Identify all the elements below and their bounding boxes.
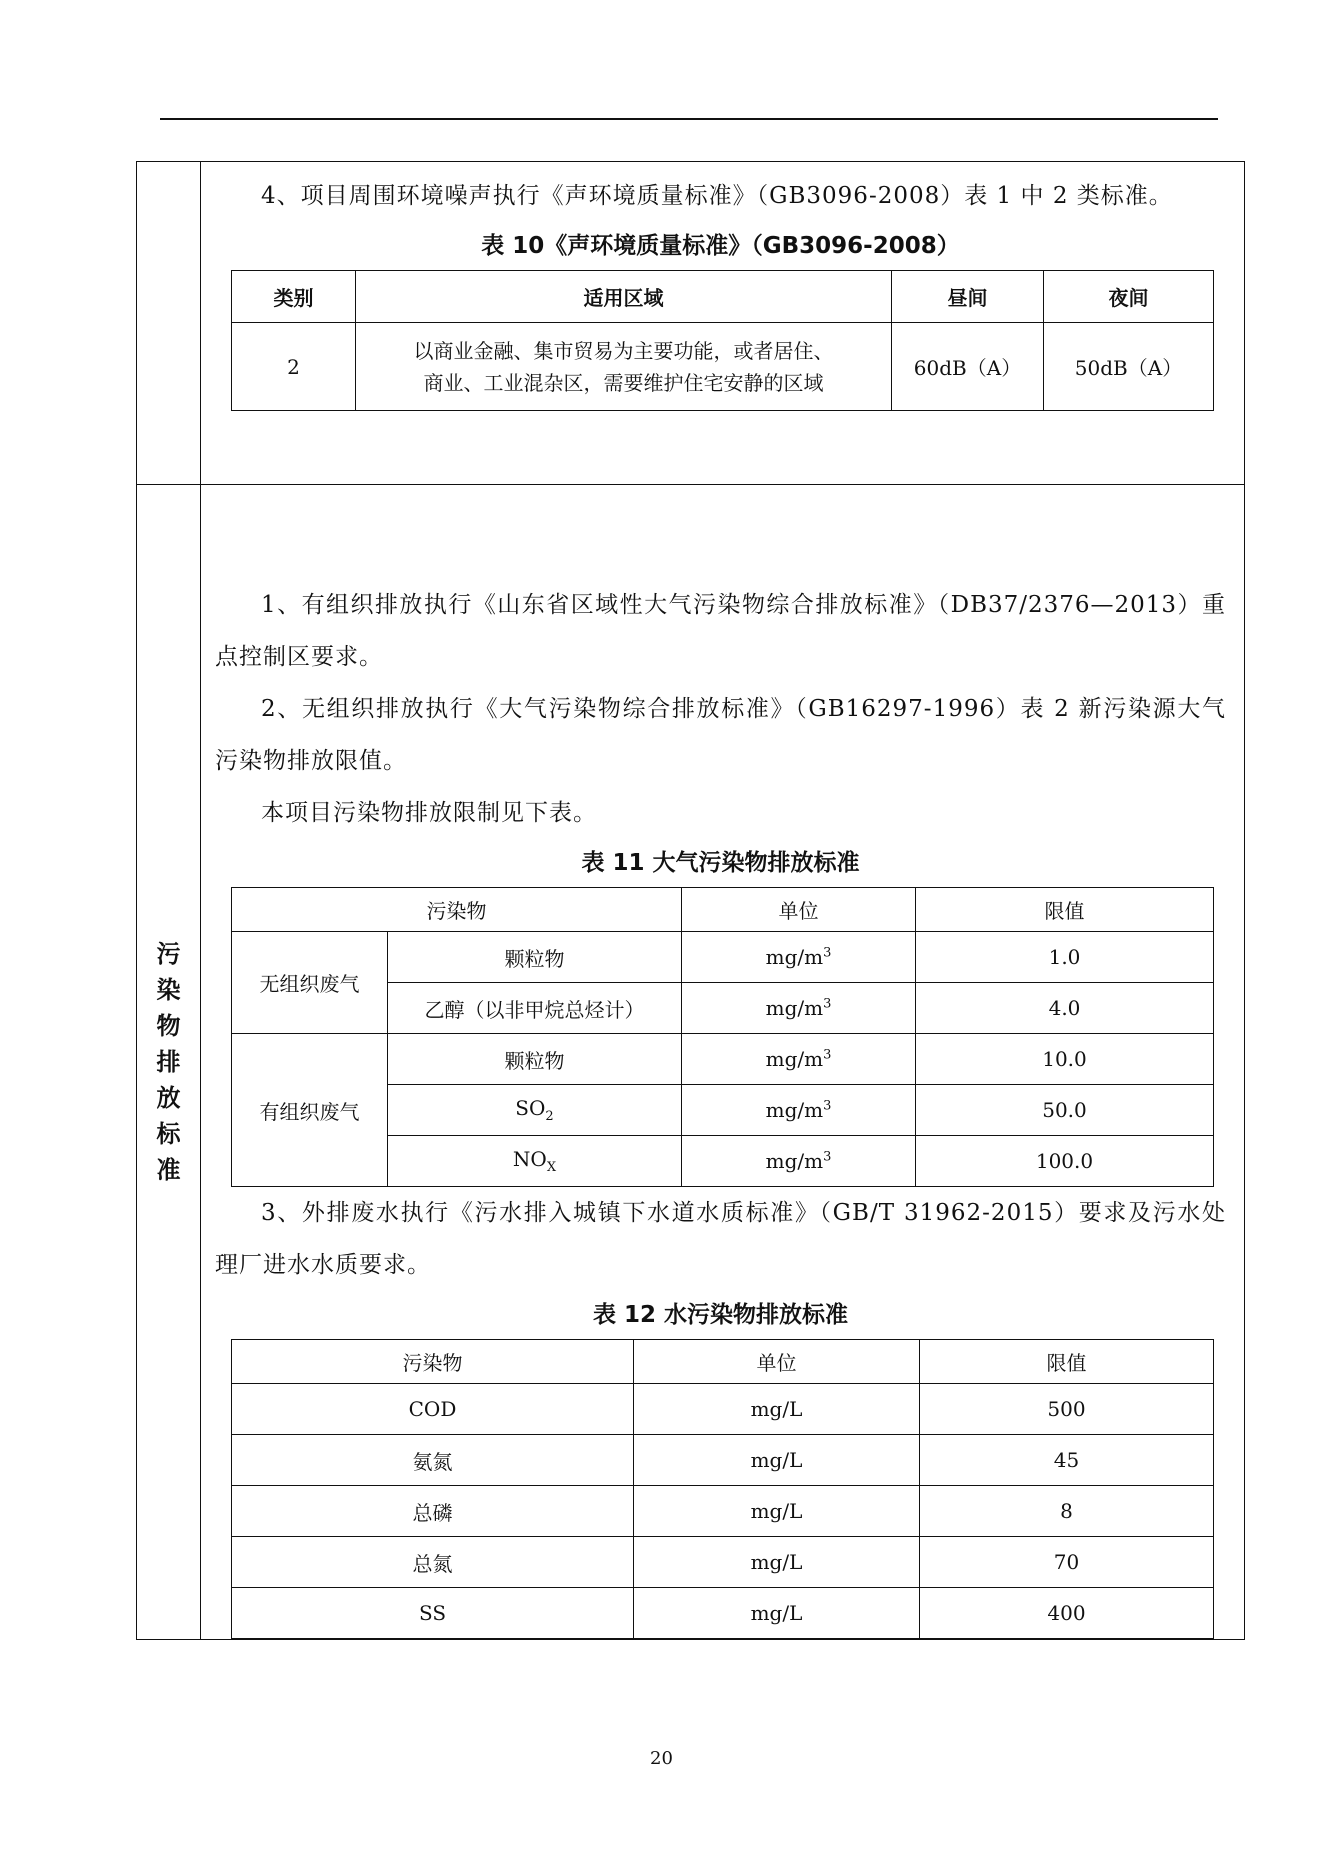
header-night: 夜间 [1044, 271, 1214, 323]
side-char: 标 [156, 1120, 181, 1148]
air-table [231, 887, 1214, 1187]
water-limit: 400 [920, 1588, 1214, 1639]
air-row [232, 932, 1214, 983]
water-pollutant: 总氮 [232, 1537, 634, 1588]
water-row [232, 1537, 1214, 1588]
air-unit: $mg/m^3$ [682, 983, 916, 1034]
air-header-row [232, 888, 1214, 932]
noise-class: 2 [232, 323, 356, 411]
water-limit: 8 [920, 1486, 1214, 1537]
noise-row [137, 162, 1245, 485]
water-limit: 500 [920, 1384, 1214, 1435]
air-pollutant: 颗粒物 [388, 932, 682, 983]
water-header-row [232, 1340, 1214, 1384]
air-limit: 50.0 [916, 1085, 1214, 1136]
air-unit: $mg/m^3$ [682, 1136, 916, 1187]
noise-day: 60dB（A） [892, 323, 1044, 411]
water-header-limit: 限值 [920, 1340, 1214, 1384]
air-header-limit: 限值 [916, 888, 1214, 932]
water-header-unit: 单位 [634, 1340, 920, 1384]
air-row [232, 1034, 1214, 1085]
noise-area-line1: 以商业金融、集市贸易为主要功能，或者居住、 [413, 338, 834, 363]
water-header-pollutant: 污染物 [232, 1340, 634, 1384]
noise-paragraph: 4、项目周围环境噪声执行《声环境质量标准》（GB3096-2008）表 1 中 2 类标准。 [261, 183, 1173, 209]
air-limit: 10.0 [916, 1034, 1214, 1085]
air-table-caption: 表 11 大气污染物排放标准 [581, 850, 860, 876]
water-limit: 45 [920, 1435, 1214, 1486]
noise-table-caption: 表 10《声环境质量标准》（GB3096-2008） [481, 233, 960, 259]
water-pollutant: 总磷 [232, 1486, 634, 1537]
water-pollutant: SS [232, 1588, 634, 1639]
air-pollutant: $SO_2$ [388, 1085, 682, 1136]
water-row [232, 1435, 1214, 1486]
air-pollutant: 颗粒物 [388, 1034, 682, 1085]
air-unit: $mg/m^3$ [682, 932, 916, 983]
water-unit: mg/L [634, 1486, 920, 1537]
noise-side-cell [137, 162, 201, 485]
noise-table [231, 270, 1214, 411]
water-unit: mg/L [634, 1588, 920, 1639]
air-paragraph-1: 1、有组织排放执行《山东省区域性大气污染物综合排放标准》（DB37/2376—2013）重点控制区要求。 [215, 592, 1226, 670]
emission-content-cell [201, 485, 1245, 1640]
water-unit: mg/L [634, 1537, 920, 1588]
side-char: 染 [156, 976, 181, 1004]
water-row [232, 1384, 1214, 1435]
air-pollutant: $NO_X$ [388, 1136, 682, 1187]
side-char: 污 [156, 940, 181, 968]
air-pollutant: 乙醇（以非甲烷总烃计） [388, 983, 682, 1034]
air-unit: $mg/m^3$ [682, 1034, 916, 1085]
side-char: 排 [156, 1048, 181, 1076]
noise-header-row [232, 271, 1214, 323]
side-char: 放 [156, 1084, 181, 1112]
water-pollutant: COD [232, 1384, 634, 1435]
air-limit: 1.0 [916, 932, 1214, 983]
air-group-fugitive: 无组织废气 [232, 932, 388, 1034]
header-rule [160, 118, 1218, 120]
water-table [231, 1339, 1214, 1639]
air-unit: $mg/m^3$ [682, 1085, 916, 1136]
side-char: 物 [156, 1012, 181, 1040]
page-number: 20 [650, 1748, 673, 1769]
air-header-pollutant: 污染物 [232, 888, 682, 932]
noise-night: 50dB（A） [1044, 323, 1214, 411]
air-limit: 4.0 [916, 983, 1214, 1034]
noise-area [356, 323, 892, 411]
water-table-caption: 表 12 水污染物排放标准 [592, 1302, 849, 1328]
air-header-unit: 单位 [682, 888, 916, 932]
water-unit: mg/L [634, 1384, 920, 1435]
header-area: 适用区域 [356, 271, 892, 323]
emission-row [137, 485, 1245, 1640]
side-char: 准 [156, 1156, 181, 1184]
water-unit: mg/L [634, 1435, 920, 1486]
header-day: 昼间 [892, 271, 1044, 323]
header-category: 类别 [232, 271, 356, 323]
water-row [232, 1486, 1214, 1537]
emission-side-label [137, 485, 201, 1640]
noise-area-line2: 商业、工业混杂区，需要维护住宅安静的区域 [423, 370, 824, 395]
water-limit: 70 [920, 1537, 1214, 1588]
air-limit: 100.0 [916, 1136, 1214, 1187]
standards-table [136, 161, 1245, 1640]
noise-content-cell [201, 162, 1245, 485]
water-row [232, 1588, 1214, 1639]
water-pollutant: 氨氮 [232, 1435, 634, 1486]
air-paragraph-2: 2、无组织排放执行《大气污染物综合排放标准》（GB16297-1996）表 2 新污染源大气污染物排放限值。 [215, 696, 1226, 774]
noise-data-row [232, 323, 1214, 411]
air-group-organized: 有组织废气 [232, 1034, 388, 1187]
air-paragraph-3: 本项目污染物排放限制见下表。 [261, 800, 597, 826]
water-paragraph: 3、外排废水执行《污水排入城镇下水道水质标准》（GB/T 31962-2015）要求及污水处理厂进水水质要求。 [215, 1200, 1226, 1278]
